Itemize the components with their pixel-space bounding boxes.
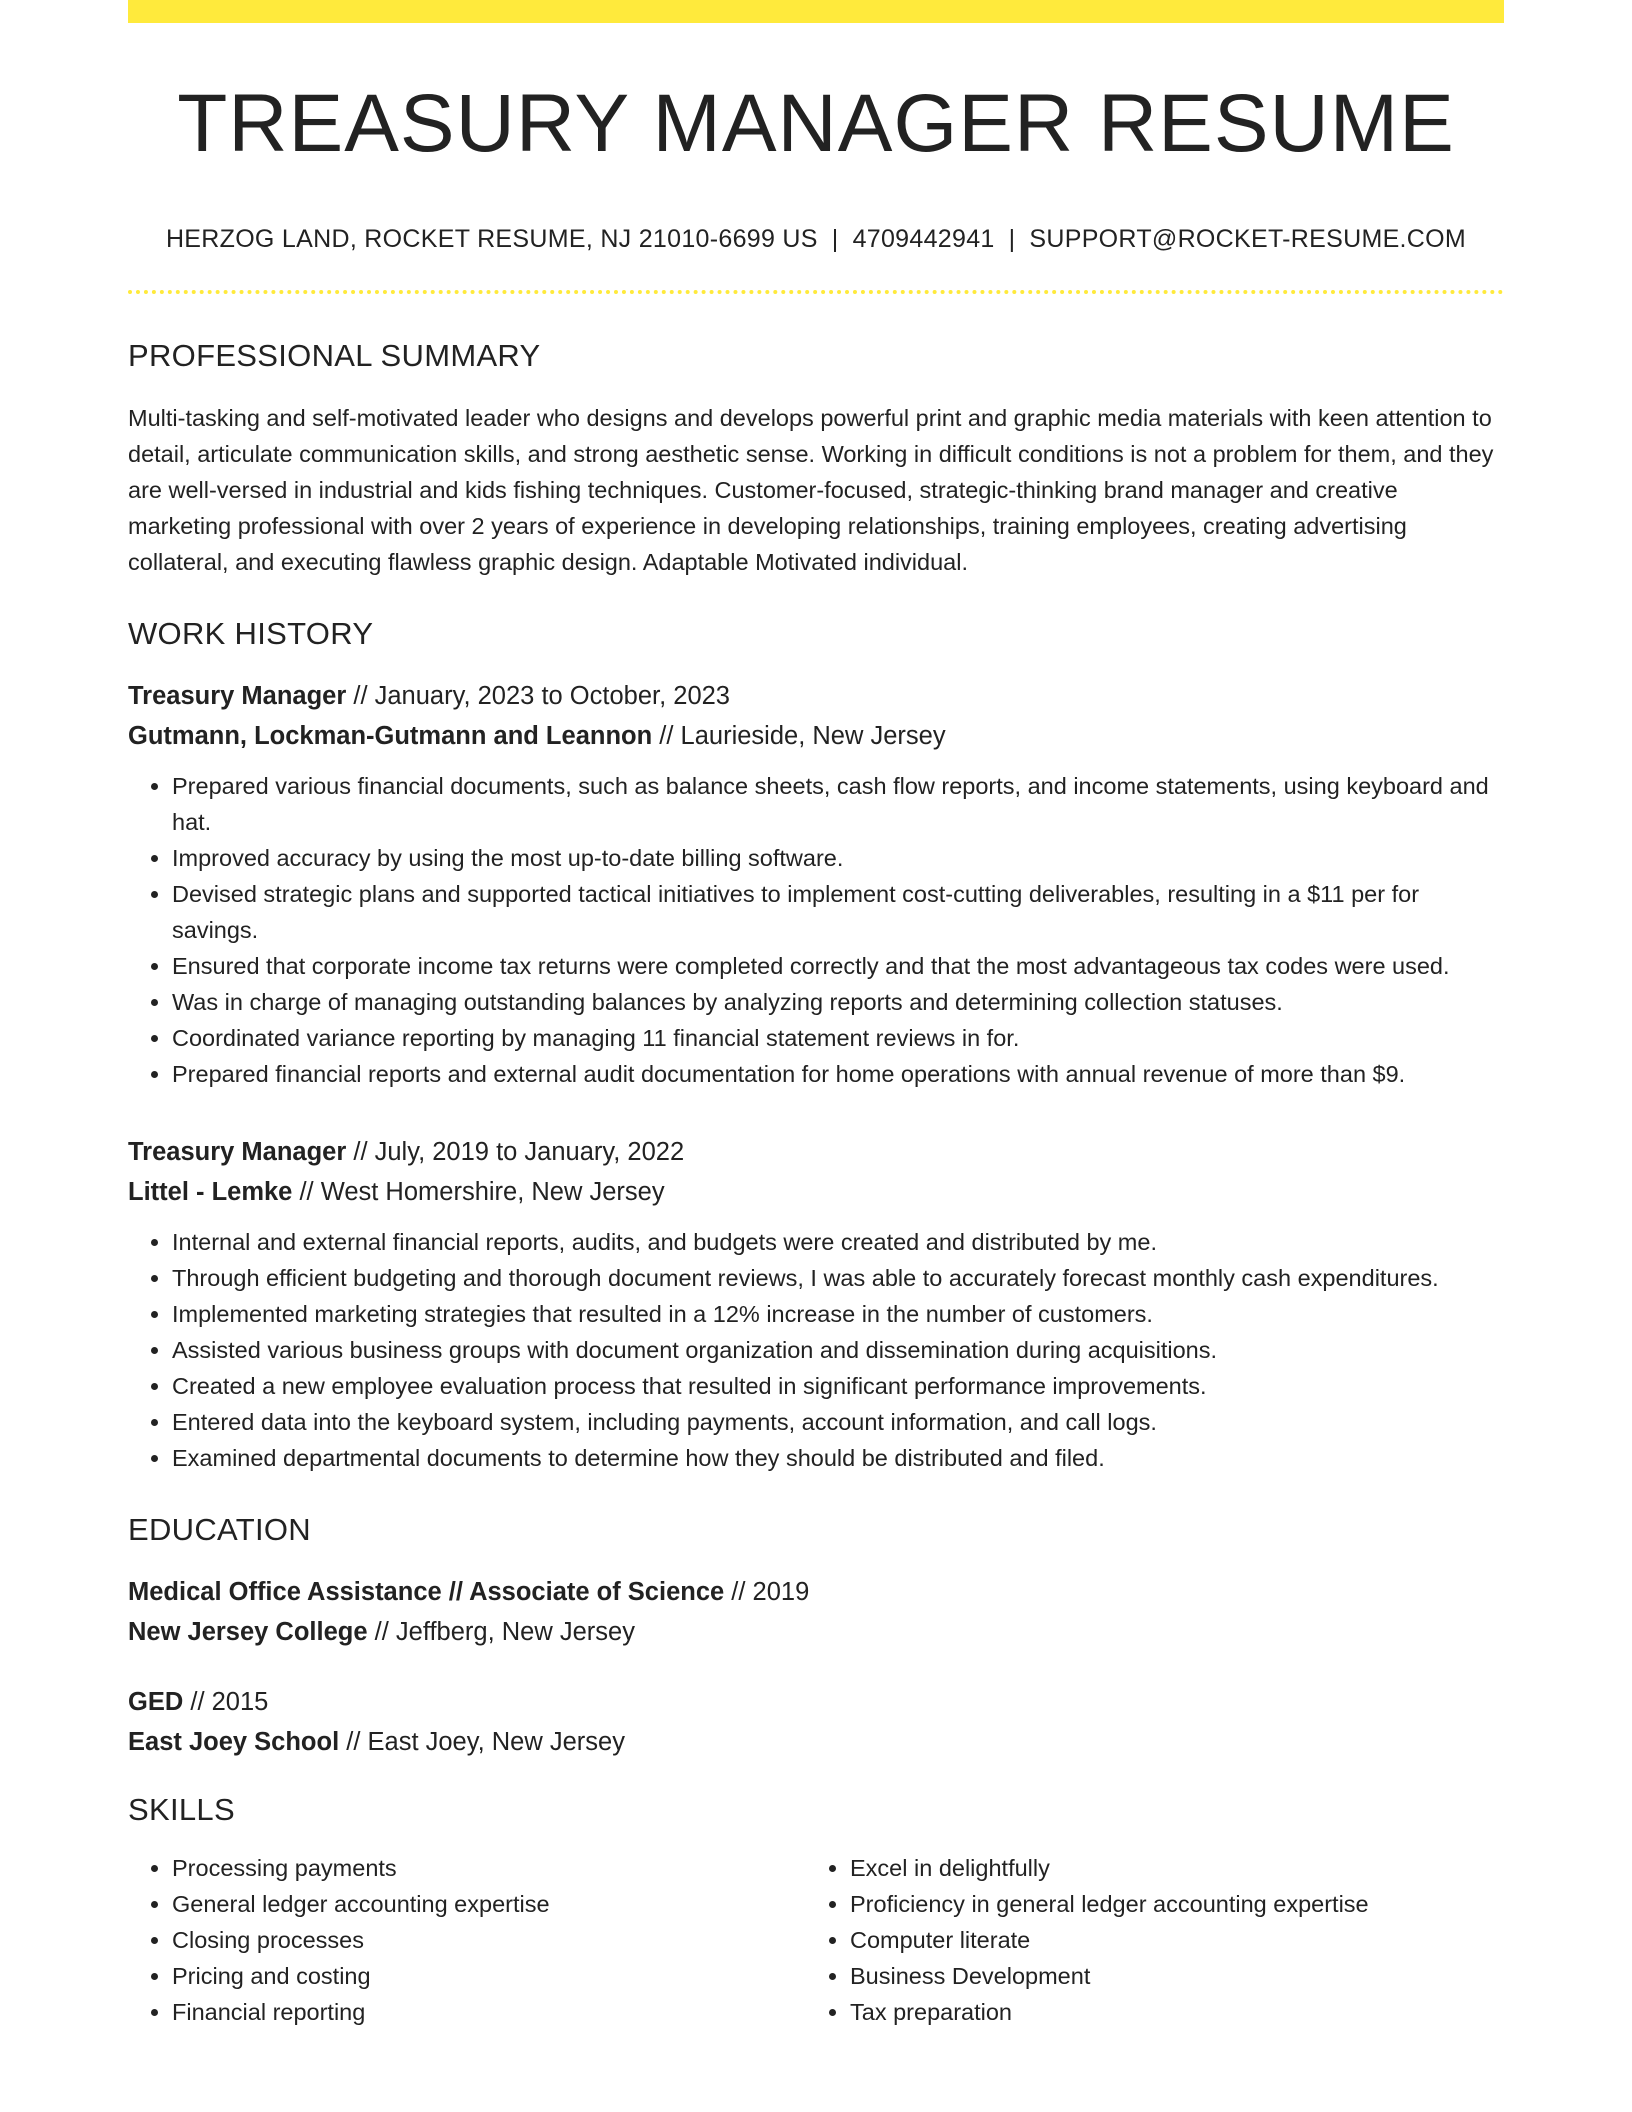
education-location: // Jeffberg, New Jersey (374, 1618, 635, 1646)
skill-item: • General ledger accounting expertise (172, 1886, 806, 1922)
education-school-line (128, 1612, 1504, 1652)
section-heading-work-history: WORK HISTORY (128, 616, 374, 651)
skill-item: • Computer literate (850, 1922, 1484, 1958)
contact-separator: | (1008, 225, 1016, 253)
job-title-line (128, 1132, 1504, 1172)
section-heading-education: EDUCATION (128, 1512, 311, 1547)
job-dates: // January, 2023 to October, 2023 (353, 682, 730, 710)
education-location: // East Joey, New Jersey (346, 1728, 625, 1756)
job-dates: // July, 2019 to January, 2022 (353, 1138, 685, 1166)
skill-item: • Tax preparation (850, 1994, 1484, 2030)
job-bullet: • Assisted various business groups with document organization and dissemination during acquisitions. (172, 1332, 1504, 1368)
education-degree: GED (128, 1688, 184, 1716)
skill-item: • Business Development (850, 1958, 1484, 1994)
job-bullet: • Prepared various financial documents, such as balance sheets, cash flow reports, and income statements, using keyboard and hat. (172, 768, 1504, 840)
contact-phone: 4709442941 (852, 225, 995, 253)
skill-item: • Processing payments (172, 1850, 806, 1886)
job-bullet: • Was in charge of managing outstanding balances by analyzing reports and determining collection statuses. (172, 984, 1504, 1020)
job-company-line (128, 716, 1504, 756)
job-bullet: • Through efficient budgeting and thorough document reviews, I was able to accurately forecast monthly cash expenditures. (172, 1260, 1504, 1296)
job-bullet-list (128, 1224, 1504, 1476)
education-degree-line (128, 1572, 1504, 1612)
section-heading-skills: SKILLS (128, 1792, 235, 1827)
contact-address: HERZOG LAND, ROCKET RESUME, NJ 21010-6699 US (165, 225, 818, 253)
job-company-line (128, 1172, 1504, 1212)
job-bullet: • Created a new employee evaluation process that resulted in significant performance improvements. (172, 1368, 1504, 1404)
job-title: Treasury Manager (128, 1138, 347, 1166)
job-bullet: • Ensured that corporate income tax returns were completed correctly and that the most advantageous tax codes were used. (172, 948, 1504, 984)
contact-line (128, 225, 1504, 254)
skill-item: • Excel in delightfully (850, 1850, 1484, 1886)
contact-email: SUPPORT@ROCKET-RESUME.COM (1029, 225, 1467, 253)
skill-item: • Proficiency in general ledger accounting expertise (850, 1886, 1484, 1922)
skill-item: • Closing processes (172, 1922, 806, 1958)
education-year: // 2015 (190, 1688, 269, 1716)
section-heading-summary: PROFESSIONAL SUMMARY (128, 338, 541, 373)
job-company: Littel - Lemke (128, 1178, 293, 1206)
job-entry (128, 1132, 1504, 1476)
skills-grid (128, 1850, 1504, 2030)
job-bullet: • Devised strategic plans and supported tactical initiatives to implement cost-cutting deliverables, resulting in a $11 per for savings. (172, 876, 1504, 948)
skills-column-left (128, 1850, 806, 2030)
skills-column-right (806, 1850, 1484, 2030)
education-year: // 2019 (731, 1578, 810, 1606)
skill-item: • Financial reporting (172, 1994, 806, 2030)
resume-title: TREASURY MANAGER RESUME (177, 78, 1455, 169)
header-divider (128, 290, 1504, 294)
education-school-line (128, 1722, 1504, 1762)
education-entry (128, 1572, 1504, 1652)
job-location: // West Homershire, New Jersey (299, 1178, 665, 1206)
job-bullet: • Improved accuracy by using the most up-to-date billing software. (172, 840, 1504, 876)
education-school: East Joey School (128, 1728, 340, 1756)
job-title: Treasury Manager (128, 682, 347, 710)
job-company: Gutmann, Lockman-Gutmann and Leannon (128, 722, 653, 750)
contact-separator: | (831, 225, 839, 253)
skill-item: • Pricing and costing (172, 1958, 806, 1994)
summary-text: Multi-tasking and self-motivated leader who designs and develops powerful print and graphic media materials with keen attention to detail, articulate communication skills, and strong aesthetic sense. Working in difficult conditions is not a problem for them, and they are well-versed in industrial and kids fishing techniques. Customer-focused, strategic-thinking brand manager and creative marketing professional with over 2 years of experience in developing relationships, training employees, creating advertising collateral, and executing flawless graphic design. Adaptable Motivated individual. (128, 405, 1494, 575)
job-title-line (128, 676, 1504, 716)
education-entry (128, 1682, 1504, 1762)
job-bullet: • Prepared financial reports and external audit documentation for home operations with annual revenue of more than $9. (172, 1056, 1504, 1092)
job-bullet: • Examined departmental documents to determine how they should be distributed and filed. (172, 1440, 1504, 1476)
job-bullet-list (128, 768, 1504, 1092)
job-bullet: • Implemented marketing strategies that resulted in a 12% increase in the number of customers. (172, 1296, 1504, 1332)
education-degree-line (128, 1682, 1504, 1722)
job-location: // Laurieside, New Jersey (659, 722, 946, 750)
job-bullet: • Entered data into the keyboard system, including payments, account information, and call logs. (172, 1404, 1504, 1440)
resume-page (128, 0, 1504, 2030)
education-school: New Jersey College (128, 1618, 368, 1646)
job-bullet: • Coordinated variance reporting by managing 11 financial statement reviews in for. (172, 1020, 1504, 1056)
education-degree: Medical Office Assistance // Associate of Science (128, 1578, 725, 1606)
top-accent-bar (128, 0, 1504, 23)
job-entry (128, 676, 1504, 1092)
job-bullet: • Internal and external financial reports, audits, and budgets were created and distributed by me. (172, 1224, 1504, 1260)
